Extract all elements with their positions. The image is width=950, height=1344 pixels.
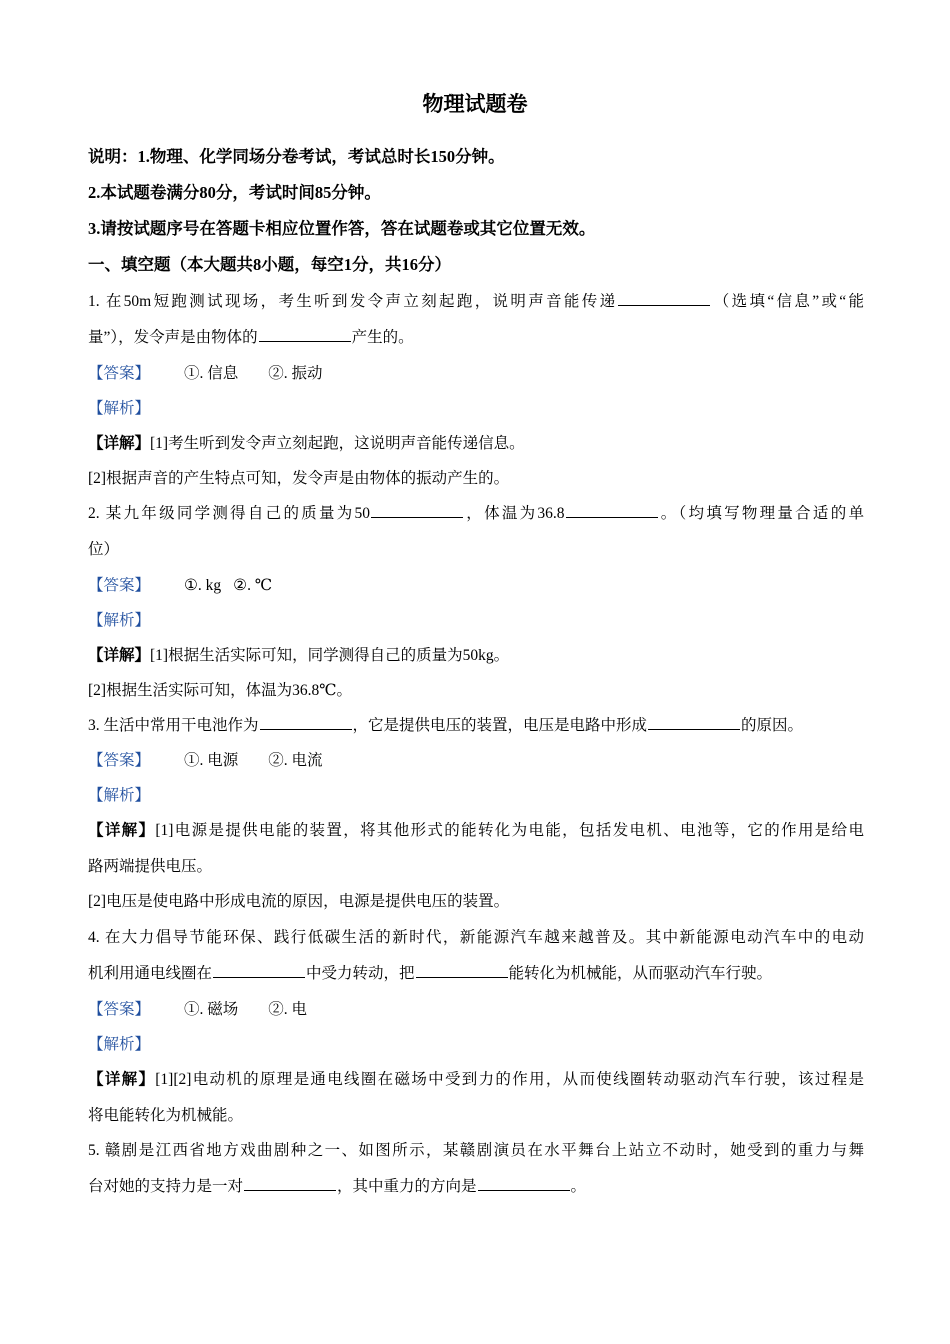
q4-line-2: 机利用通电线圈在 中受力转动，把 能转化为机械能，从而驱动汽车行驶。: [88, 965, 773, 982]
q4-detail-1: 【详解】[1][2]电动机的原理是通电线圈在磁场中受到力的作用，从而使线圈转动驱动汽车行驶，该过程是: [88, 1071, 864, 1088]
answer-label: 【答案】: [88, 1001, 151, 1018]
q1-line-1: 1. 在50m短跑测试现场，考生听到发令声立刻起跑，说明声音能传递 （选填“信息”或“能: [88, 293, 865, 310]
q2-answer: 【答案】 ①. kg ②. ℃: [88, 577, 273, 594]
q2-line-1: 2. 某九年级同学测得自己的质量为50 ，体温为36.8 。（均填写物理量合适的单: [88, 505, 864, 522]
q1-analysis: [88, 398, 864, 420]
answer-blank: [259, 327, 351, 342]
note-3: 3.请按试题序号在答题卡相应位置作答，答在试题卷或其它位置无效。: [88, 219, 596, 238]
answer-blank: [618, 291, 710, 306]
analysis-label: 【解析】: [88, 400, 151, 417]
answer-blank: [478, 1176, 570, 1191]
q1-answer: 【答案】 ①. 信息 ②. 振动: [88, 365, 323, 382]
answer-blank: [260, 715, 352, 730]
q4-analysis: [88, 1034, 864, 1056]
answer-blank: [566, 503, 658, 518]
q3-detail-1: 【详解】[1]电源是提供电能的装置，将其他形式的能转化为电能，包括发电机、电池等，它的作用是给电: [88, 822, 864, 839]
page-title: 物理试题卷: [422, 92, 528, 116]
answer-blank: [244, 1176, 336, 1191]
analysis-label: 【解析】: [88, 1036, 151, 1053]
section-heading-1: 一、填空题（本大题共8小题，每空1分，共16分）: [88, 255, 451, 274]
answer-label: 【答案】: [88, 365, 151, 382]
q2-detail-1: 【详解】[1]根据生活实际可知，同学测得自己的质量为50kg。: [88, 647, 510, 664]
note-1: 说明：1.物理、化学同场分卷考试，考试总时长150分钟。: [88, 147, 505, 166]
answer-blank: [648, 715, 740, 730]
q1-detail-2: [2]根据声音的产生特点可知，发令声是由物体的振动产生的。: [88, 470, 510, 487]
answer-blank: [213, 963, 305, 978]
q3-line-1: 3. 生活中常用干电池作为 ，它是提供电压的装置，电压是电路中形成 的原因。: [88, 717, 804, 734]
q4-detail-1b: 将电能转化为机械能。: [88, 1107, 244, 1124]
q3-detail-2: [2]电压是使电路中形成电流的原因，电源是提供电压的装置。: [88, 893, 510, 910]
q3-detail-1b: 路两端提供电压。: [88, 858, 213, 875]
q4-answer: 【答案】 ①. 磁场 ②. 电: [88, 1001, 308, 1018]
q2-detail-2: [2]根据生活实际可知，体温为36.8℃。: [88, 682, 353, 699]
q3-analysis: [88, 785, 864, 807]
answer-blank: [416, 963, 508, 978]
q5-line-2: 台对她的支持力是一对 ，其中重力的方向是 。: [88, 1178, 587, 1195]
note-2: 2.本试题卷满分80分，考试时间85分钟。: [88, 183, 381, 202]
q2-analysis: [88, 610, 864, 632]
q1-detail-1: 【详解】[1]考生听到发令声立刻起跑，这说明声音能传递信息。: [88, 435, 525, 452]
answer-label: 【答案】: [88, 752, 151, 769]
q5-line-1: 5. 赣剧是江西省地方戏曲剧种之一、如图所示，某赣剧演员在水平舞台上站立不动时，她受到的重力与舞: [88, 1142, 864, 1159]
answer-label: 【答案】: [88, 577, 151, 594]
analysis-label: 【解析】: [88, 612, 151, 629]
q3-answer: 【答案】 ①. 电源 ②. 电流: [88, 752, 323, 769]
q4-line-1: 4. 在大力倡导节能环保、践行低碳生活的新时代，新能源汽车越来越普及。其中新能源电动汽车中的电动: [88, 929, 864, 946]
analysis-label: 【解析】: [88, 787, 151, 804]
q1-line-2: 量”），发令声是由物体的 产生的。: [88, 329, 414, 346]
answer-blank: [371, 503, 463, 518]
q2-line-2: 位）: [88, 541, 120, 558]
